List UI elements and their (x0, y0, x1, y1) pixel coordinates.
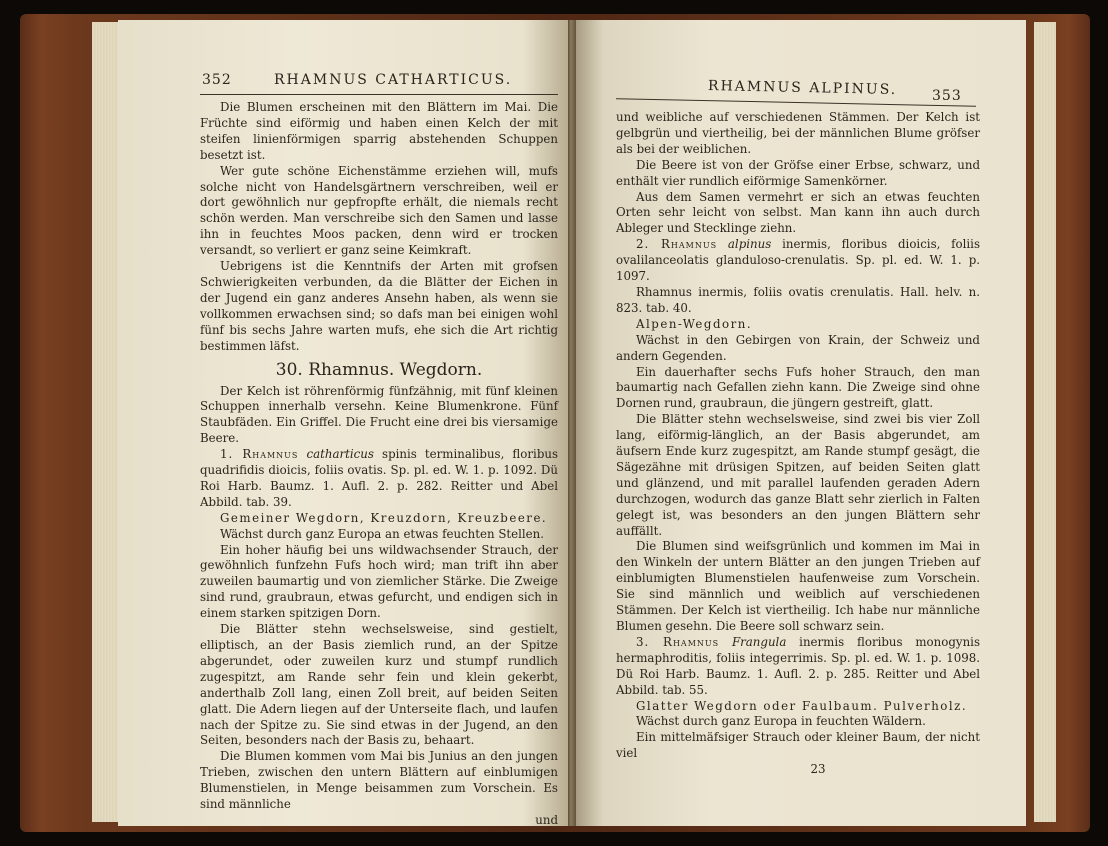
paragraph: Aus dem Samen vermehrt er sich an etwas feuchten Orten sehr leicht von selbst. Man kann ihn auch durch Ableger und Stecklinge ziehn. (616, 189, 980, 236)
species-label: 1. Rhamnus (220, 447, 299, 462)
section-heading: 30. Rhamnus. Wegdorn. (275, 359, 483, 380)
paragraph: Ein hoher häufig bei uns wildwachsender Strauch, der gewöhnlich funfzehn Fufs hoch wird; man trift ihn aber zuweilen baumartig und von ziemlicher Stärke. Die Zweige sind rund, graubraun, etwas gefurcht, und endigen sich in einem starken spitzigen Dorn. (200, 542, 558, 621)
section-intro: Der Kelch ist röhrenförmig fünfzähnig, mit fünf kleinen Schuppen innerhalb versehn. Keine Blumenkrone. Fünf Staubfäden. Ein Griffel. Die Frucht eine drei bis viersamige Beere. (200, 383, 558, 446)
left-page-number: 352 (202, 72, 232, 88)
page-edges-left (92, 22, 118, 822)
species-label: 3. Rhamnus (636, 634, 720, 649)
species-entry (616, 237, 980, 285)
paragraph: Die Beere ist von der Gröfse einer Erbse, schwarz, und enthält vier rundlich eiförmige Samenkörner. (616, 157, 980, 188)
species-diagnosis: inermis floribus monogynis hermaphroditis, foliis integerrimis. Sp. pl. ed. W. 1. p. 1098. Dü Roi Harb. Baumz. 1. Aufl. 2. p. 285. Reitter und Abel Abbild. tab. 55. (616, 634, 981, 697)
left-page (118, 20, 568, 826)
paragraph: Ein mittelmäfsiger Strauch oder kleiner Baum, der nicht viel (616, 730, 980, 761)
catchword: und (535, 812, 558, 826)
right-running-head: RHAMNUS ALPINUS. (707, 78, 898, 98)
species-diagnosis: spinis terminalibus, floribus quadrifidis dioicis, foliis ovatis. Sp. pl. ed. W. 1. p. 1092. Dü Roi Harb. Baumz. 1. Aufl. 2. p. 282. Reitter und Abel Abbild. tab. 39. (200, 447, 559, 509)
species-synonym: Rhamnus inermis, foliis ovatis crenulatis. Hall. helv. n. 823. tab. 40. (616, 284, 980, 315)
species-label: 2. Rhamnus (636, 237, 718, 252)
habitat: Wächst durch ganz Europa in feuchten Wäldern. (636, 714, 926, 729)
habitat: Wächst in den Gebirgen von Krain, der Schweiz und andern Gegenden. (616, 332, 980, 363)
right-page-text (616, 110, 980, 778)
species-name: Frangula (731, 634, 787, 649)
paragraph: Die Blumen kommen vom Mai bis Junius an den jungen Trieben, zwischen den untern Blättern auf einblumigen Blumenstielen, in Menge beisammen zum Vorschein. Es sind männliche (200, 749, 558, 812)
page-edges-right (1034, 22, 1056, 822)
paragraph: Ein dauerhafter sechs Fufs hoher Strauch, den man baumartig nach Gefallen ziehn kann. Die Zweige sind ohne Dornen rund, graubraun, die jüngern gestreift, glatt. (616, 364, 980, 411)
right-page-number: 353 (932, 88, 962, 104)
common-names: Glatter Wegdorn oder Faulbaum. Pulverholz. (636, 698, 968, 713)
left-running-head: RHAMNUS CATHARTICUS. (274, 72, 513, 88)
species-diagnosis: inermis, floribus dioicis, foliis ovalilanceolatis glanduloso-crenulatis. Sp. pl. ed. W. 1. p. 1097. (616, 237, 981, 284)
common-names: Alpen-Wegdorn. (636, 316, 753, 331)
left-header-rule (200, 94, 558, 95)
paragraph: Wer gute schöne Eichenstämme erziehen will, mufs solche nicht von Handelsgärtnern verschreiben, weil er dort gewöhnlich nur gepfropfte erhält, die niemals recht schön werden. Man verschreibe sich den Samen und lasse ihn in feuchtes Moos packen, denn wird er trocken versandt, so verliert er ganz seine Keimkraft. (200, 163, 558, 258)
paragraph: Die Blätter stehn wechselsweise, sind gestielt, elliptisch, an der Basis ziemlich rund, an der Spitze abgerundet, oder zuweilen kurz und stumpf rundlich zugespitzt, am Rande sehr fein und klein gekerbt, anderthalb Zoll lang, einen Zoll breit, auf beiden Seiten glatt. Die Adern liegen auf der Unterseite flach, und laufen nach der Spitze zu. Sie sind etwas in der Jugend, an den Seiten, besonders nach der Basis zu, behaart. (200, 622, 558, 748)
habitat: Wächst durch ganz Europa an etwas feuchten Stellen. (220, 526, 544, 541)
species-entry (200, 447, 558, 511)
left-page-text (200, 100, 558, 826)
paragraph: und weibliche auf verschiedenen Stämmen. Der Kelch ist gelbgrün und viertheilig, bei der männlichen Blume gröfser als bei der weiblichen. (616, 110, 980, 156)
species-entry (616, 635, 980, 699)
signature-mark: 23 (810, 762, 826, 777)
right-page (576, 20, 1026, 826)
species-name: alpinus (727, 237, 772, 252)
paragraph: Uebrigens ist die Kenntnifs der Arten mit grofsen Schwierigkeiten verbunden, da die Blätter der Eichen in der Jugend ein ganz anderes Ansehn haben, als wenn sie vollkommen erwachsen sind; so dafs man bei einigen wohl fünf bis sechs Jahre warten mufs, ehe sich die Art richtig bestimmen läfst. (200, 259, 558, 353)
common-names: Gemeiner Wegdorn, Kreuzdorn, Kreuzbeere. (220, 510, 548, 525)
paragraph: Die Blumen sind weifsgrünlich und kommen im Mai in den Winkeln der untern Blätter an den jungen Trieben auf einblumigten Blumenstielen haufenweise zum Vorschein. Sie sind männlich und weiblich auf verschiedenen Stämmen. Der Kelch ist viertheilig. Ich habe nur männliche Blumen gesehn. Die Beere soll schwarz sein. (616, 539, 980, 633)
species-name: catharticus (306, 447, 374, 462)
left-running-header (118, 72, 568, 94)
paragraph: Die Blumen erscheinen mit den Blättern im Mai. Die Früchte sind eiförmig und haben einen Kelch der mit steifen linienförmigen sparrig abstehenden Schuppen besetzt ist. (200, 100, 558, 162)
paragraph: Die Blätter stehn wechselsweise, sind zwei bis vier Zoll lang, eiförmig-länglich, an der Basis abgerundet, am äufsern Ende kurz zugespitzt, am Rande stumpf gesägt, die Sägezähne mit drüsigen Spitzen, auf beiden Seiten glatt und glänzend, und mit parallel laufenden geraden Adern durchzogen, wodurch das ganze Blatt sehr zierlich in Falten gelegt ist, was besonders an den jungen Blättern sehr auffällt. (616, 412, 980, 538)
